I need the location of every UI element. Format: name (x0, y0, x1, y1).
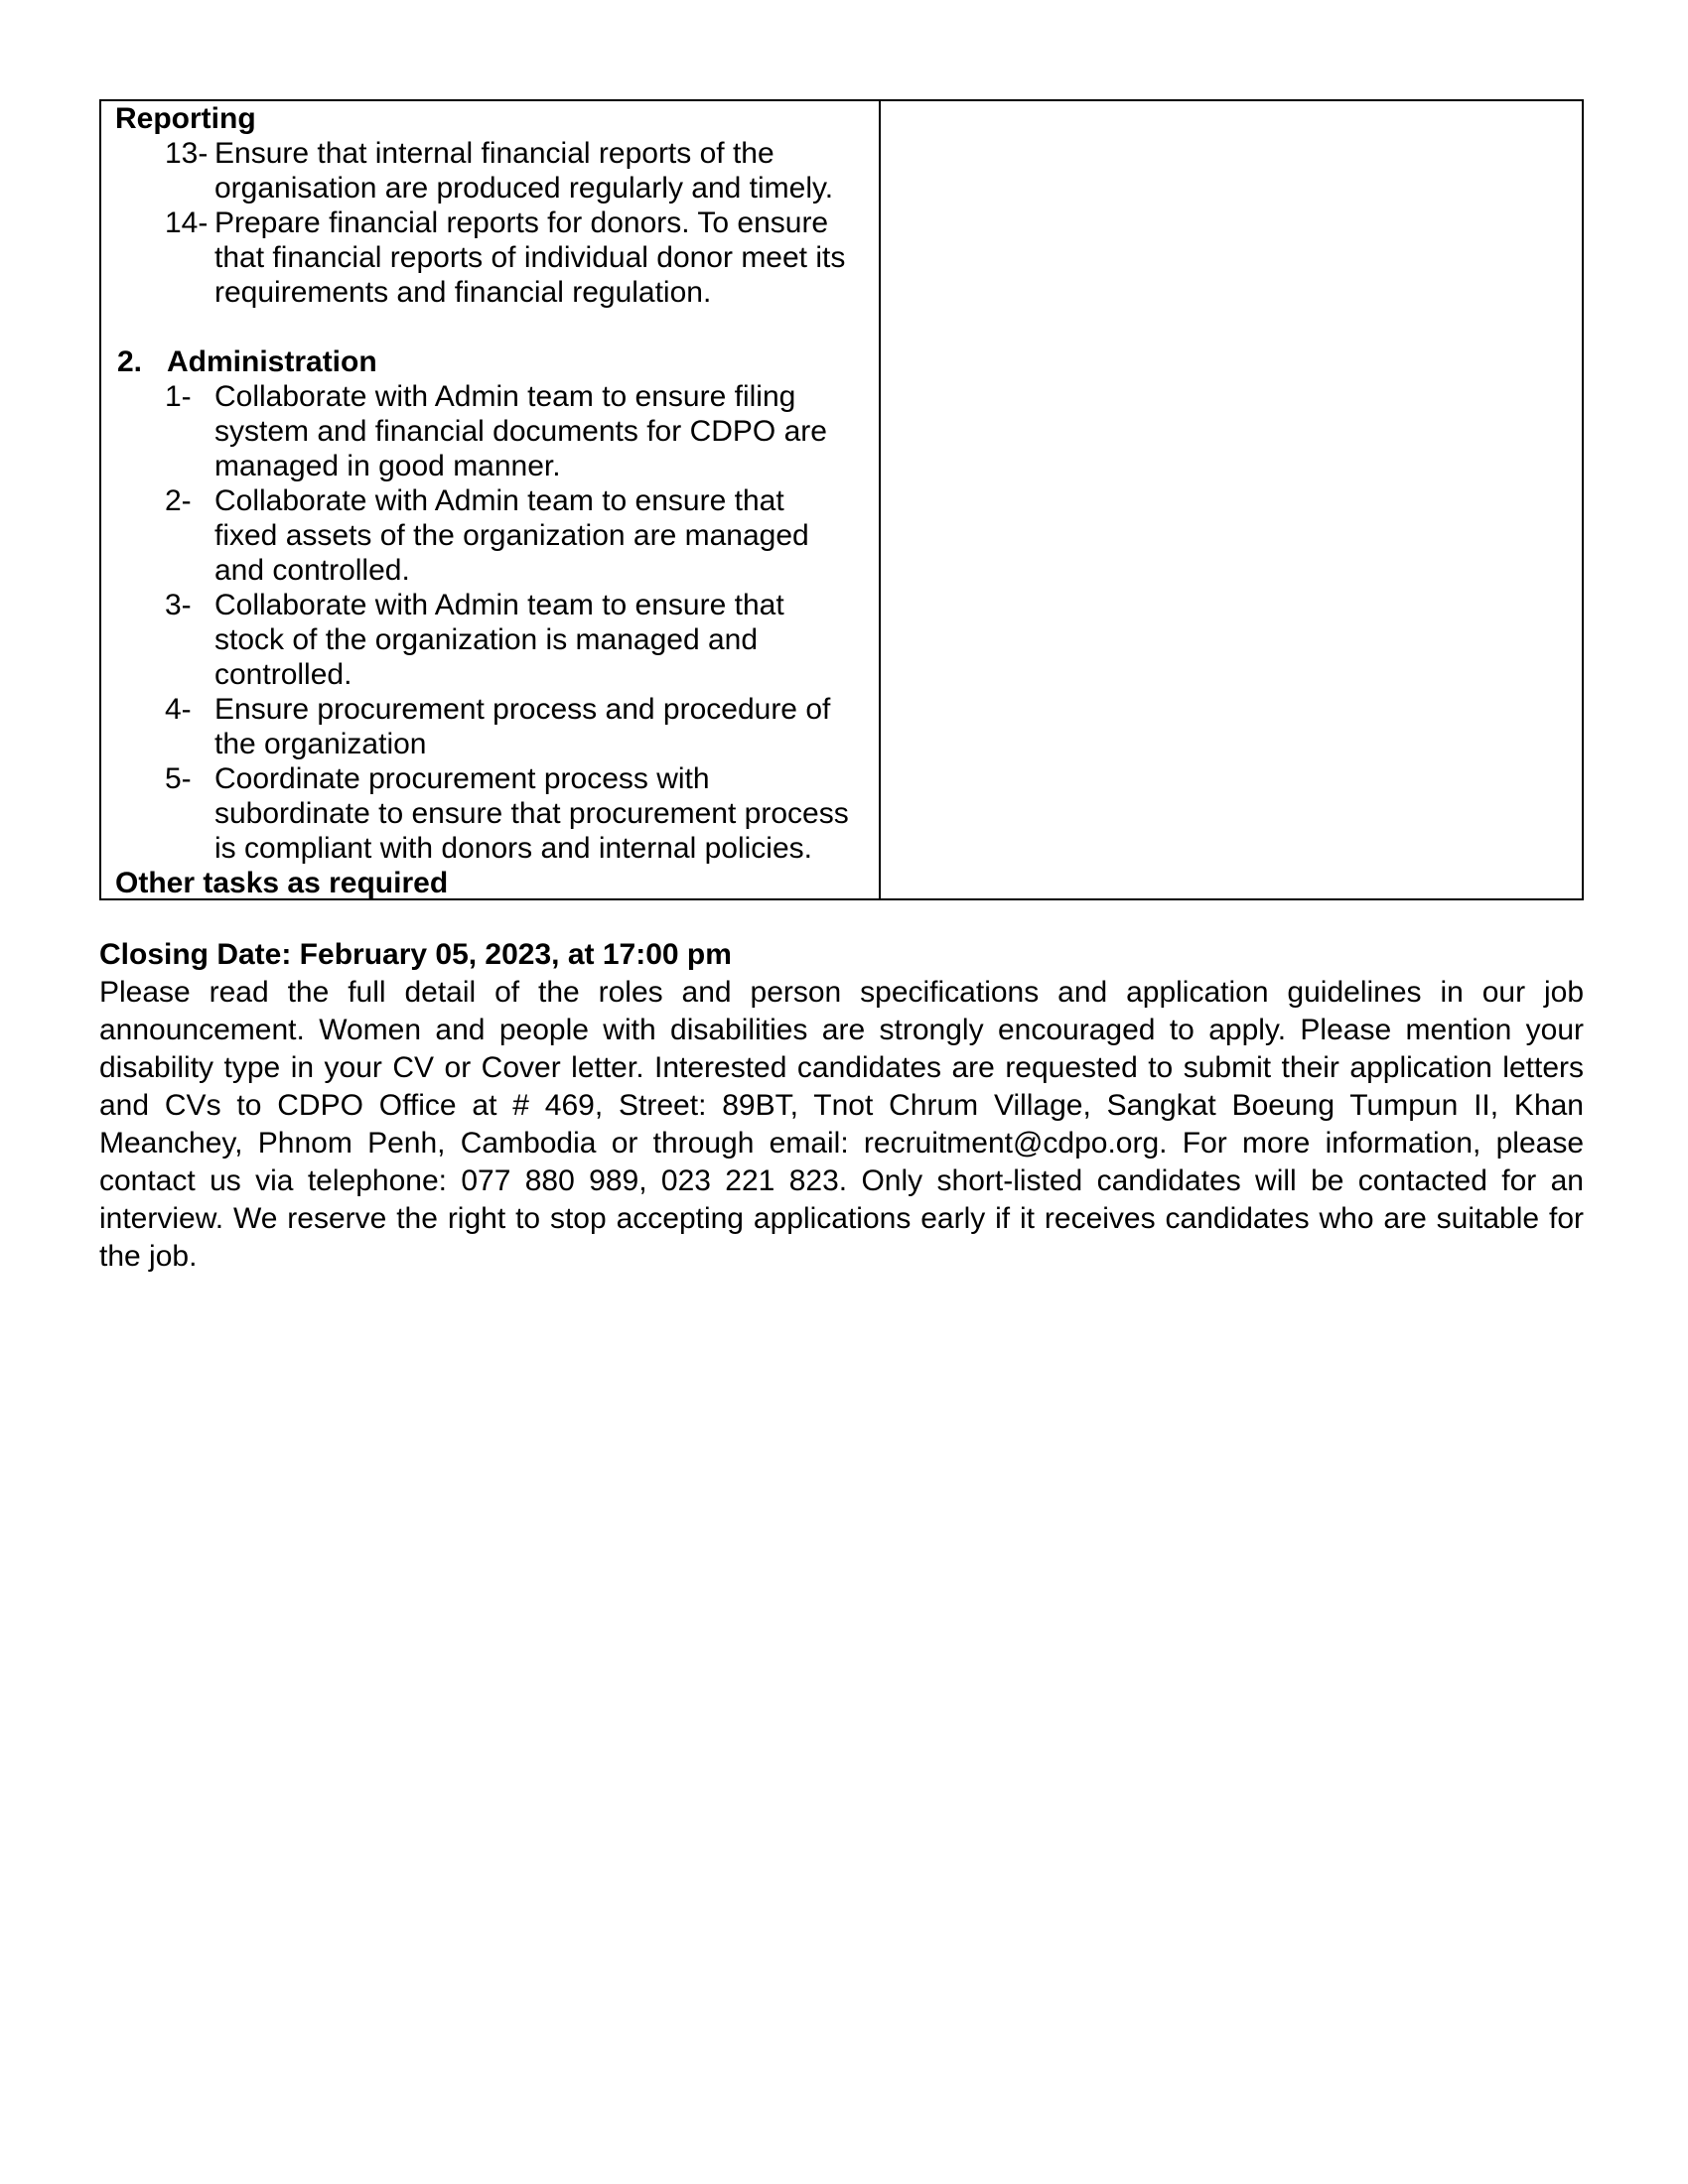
admin-item-4-line-1: Ensure procurement process and procedure of (214, 693, 831, 726)
admin-item-5-line-2: subordinate to ensure that procurement process (214, 797, 849, 830)
reporting-item-14-number: 14- (165, 206, 209, 239)
admin-item-3-line-2: stock of the organization is managed and (214, 623, 759, 656)
closing-body-line: the job. (99, 1240, 198, 1273)
closing-body-line: disability type in your CV or Cover letter. Interested candidates are requested to submit their application letters (99, 1051, 1584, 1084)
other-tasks-label: Other tasks as required (115, 867, 449, 899)
admin-item-1-line-3: managed in good manner. (214, 450, 561, 482)
admin-item-3-number: 3- (165, 589, 192, 621)
closing-date-title: Closing Date: February 05, 2023, at 17:00 pm (99, 938, 732, 971)
admin-item-1-line-1: Collaborate with Admin team to ensure filing (214, 380, 796, 413)
closing-body-paragraph (99, 974, 1584, 1276)
duties-column (101, 101, 881, 898)
admin-item-5-line-3: is compliant with donors and internal policies. (214, 832, 812, 865)
duties-table (99, 99, 1584, 900)
requirements-column (881, 101, 1582, 898)
closing-body-line: contact us via telephone: 077 880 989, 023 221 823. Only short-listed candidates will be contacted for an (99, 1164, 1584, 1197)
reporting-item-13-line-2: organisation are produced regularly and timely. (214, 172, 834, 205)
administration-heading: Administration (167, 345, 377, 378)
reporting-item-13-number: 13- (165, 137, 209, 170)
admin-item-1-line-2: system and financial documents for CDPO are (214, 415, 827, 448)
reporting-heading: Reporting (115, 102, 256, 135)
reporting-item-14-line-1: Prepare financial reports for donors. To ensure (214, 206, 829, 239)
reporting-item-13-line-1: Ensure that internal financial reports of the (214, 137, 774, 170)
administration-number: 2. (117, 345, 143, 378)
admin-item-2-line-3: and controlled. (214, 554, 410, 587)
closing-body-line: and CVs to CDPO Office at # 469, Street: 89BT, Tnot Chrum Village, Sangkat Boeung Tumpun II, Khan (99, 1089, 1584, 1122)
admin-item-3-line-3: controlled. (214, 658, 352, 691)
admin-item-4-line-2: the organization (214, 728, 427, 760)
closing-body-line: interview. We reserve the right to stop accepting applications early if it receives candidates who are suitable for (99, 1202, 1584, 1235)
reporting-item-14-line-3: requirements and financial regulation. (214, 276, 712, 309)
admin-item-5-number: 5- (165, 762, 192, 795)
closing-body-line: Please read the full detail of the roles and person specifications and application guidelines in our job (99, 976, 1584, 1009)
closing-body-line: Meanchey, Phnom Penh, Cambodia or through email: recruitment@cdpo.org. For more information, please (99, 1127, 1584, 1160)
admin-item-2-line-2: fixed assets of the organization are managed (214, 519, 809, 552)
admin-item-2-number: 2- (165, 484, 192, 517)
reporting-item-14-line-2: that financial reports of individual donor meet its (214, 241, 846, 274)
admin-item-2-line-1: Collaborate with Admin team to ensure that (214, 484, 784, 517)
admin-item-5-line-1: Coordinate procurement process with (214, 762, 710, 795)
admin-item-4-number: 4- (165, 693, 192, 726)
admin-item-3-line-1: Collaborate with Admin team to ensure that (214, 589, 784, 621)
admin-item-1-number: 1- (165, 380, 192, 413)
closing-body-line: announcement. Women and people with disabilities are strongly encouraged to apply. Please mention your (99, 1014, 1584, 1046)
